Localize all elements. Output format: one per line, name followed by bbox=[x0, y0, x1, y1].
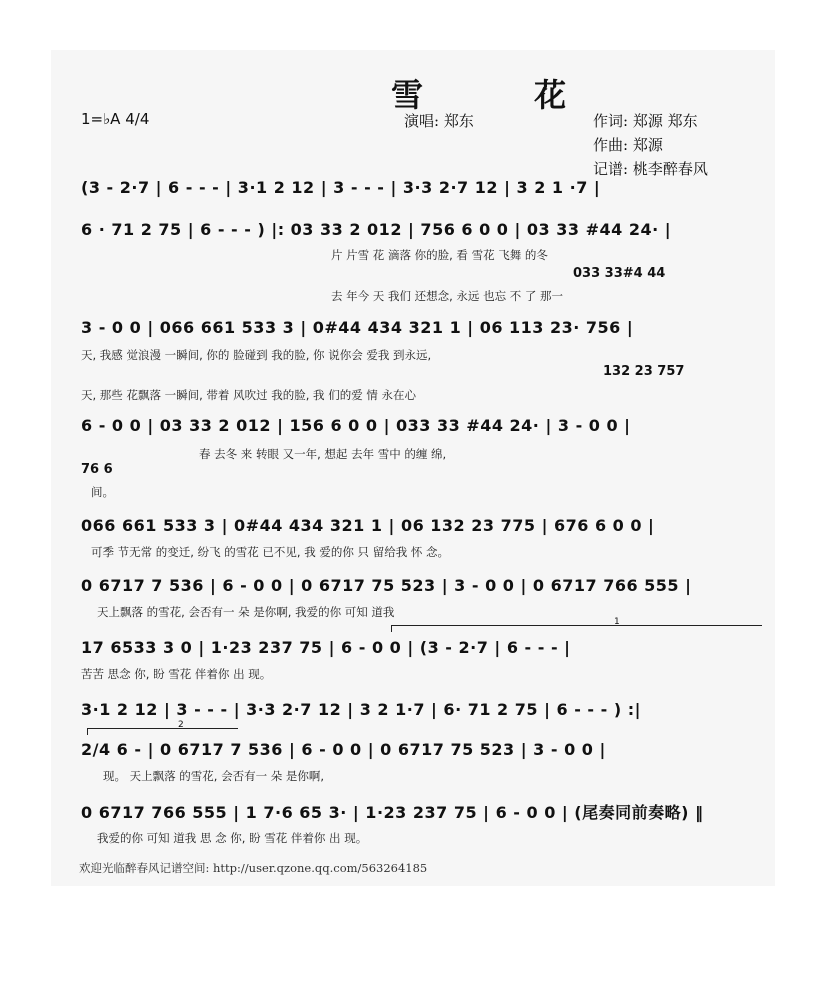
volta-2: 2 bbox=[87, 728, 238, 735]
lyric-row-3b: 天, 那些 花飘落 一瞬间, 带着 风吹过 我的脸, 我 们的爱 情 永在心 bbox=[81, 388, 417, 402]
song-title: 雪 花 bbox=[391, 76, 617, 114]
alt-notation-row-4: 76 6 bbox=[81, 462, 113, 477]
notation-row-9: 2/4 6 - | 0 6717 7 536 | 6 - 0 0 | 0 6717 75 523 | 3 - 0 0 | bbox=[81, 740, 606, 759]
notation-row-6: 0 6717 7 536 | 6 - 0 0 | 0 6717 75 523 | 3 - 0 0 | 0 6717 766 555 | bbox=[81, 576, 692, 595]
lyric-row-6: 天上飘落 的雪花, 会否有一 朵 是你啊, 我爱的你 可知 道我 bbox=[97, 605, 395, 619]
lyricist: 作词: 郑源 郑东 bbox=[593, 112, 698, 130]
notation-row-4: 6 - 0 0 | 03 33 2 012 | 156 6 0 0 | 033 33 #44 24· | 3 - 0 0 | bbox=[81, 416, 631, 435]
alt-notation-row-2: 033 33#4 44 bbox=[573, 266, 666, 281]
score-sheet bbox=[51, 50, 775, 886]
lyric-row-7: 苦苦 思念 你, 盼 雪花 伴着你 出 现。 bbox=[81, 667, 272, 681]
key-signature: 1=♭A 4/4 bbox=[81, 110, 150, 128]
alt-notation-row-3: 132 23 757 bbox=[603, 364, 685, 379]
lyric-row-4: 春 去冬 来 转眼 又一年, 想起 去年 雪中 的缠 绵, bbox=[199, 447, 447, 461]
notation-row-3: 3 - 0 0 | 066 661 533 3 | 0#44 434 321 1 | 06 113 23· 756 | bbox=[81, 318, 634, 337]
volta-1: 1 bbox=[391, 625, 762, 632]
lyric-row-10: 我爱的你 可知 道我 思 念 你, 盼 雪花 伴着你 出 现。 bbox=[97, 831, 368, 845]
footer-credit: 欢迎光临醉春风记谱空间: http://user.qzone.qq.com/563264185 bbox=[79, 861, 428, 875]
lyric-row-3: 天, 我感 觉浪漫 一瞬间, 你的 脸碰到 我的脸, 你 说你会 爱我 到永远, bbox=[81, 348, 432, 362]
notation-row-10: 0 6717 766 555 | 1 7·6 65 3· | 1·23 237 75 | 6 - 0 0 | (尾奏同前奏略) ‖ bbox=[81, 803, 704, 822]
lyric-row-2: 片 片雪 花 滴落 你的脸, 看 雪花 飞舞 的冬 bbox=[331, 248, 548, 262]
lyric-row-2b: 去 年今 天 我们 还想念, 永远 也忘 不 了 那一 bbox=[331, 289, 564, 303]
notation-row-8: 3·1 2 12 | 3 - - - | 3·3 2·7 12 | 3 2 1·7 | 6· 71 2 75 | 6 - - - ) :| bbox=[81, 700, 641, 719]
notation-row-1: (3 - 2·7 | 6 - - - | 3·1 2 12 | 3 - - - | 3·3 2·7 12 | 3 2 1 ·7 | bbox=[81, 178, 601, 197]
notation-row-7: 17 6533 3 0 | 1·23 237 75 | 6 - 0 0 | (3 - 2·7 | 6 - - - | bbox=[81, 638, 571, 657]
composer: 作曲: 郑源 bbox=[593, 136, 663, 154]
lyric-row-4b: 间。 bbox=[91, 485, 114, 499]
lyric-row-5: 可季 节无常 的变迁, 纷飞 的雪花 已不见, 我 爱的你 只 留给我 怀 念。 bbox=[91, 545, 450, 559]
notation-row-5: 066 661 533 3 | 0#44 434 321 1 | 06 132 23 775 | 676 6 0 0 | bbox=[81, 516, 655, 535]
notation-row-2: 6 · 71 2 75 | 6 - - - ) |: 03 33 2 012 | 756 6 0 0 | 03 33 #44 24· | bbox=[81, 220, 672, 239]
singer: 演唱: 郑东 bbox=[404, 112, 474, 130]
transcriber: 记谱: 桃李醉春风 bbox=[593, 160, 708, 178]
lyric-row-9: 现。 天上飘落 的雪花, 会否有一 朵 是你啊, bbox=[103, 769, 325, 783]
